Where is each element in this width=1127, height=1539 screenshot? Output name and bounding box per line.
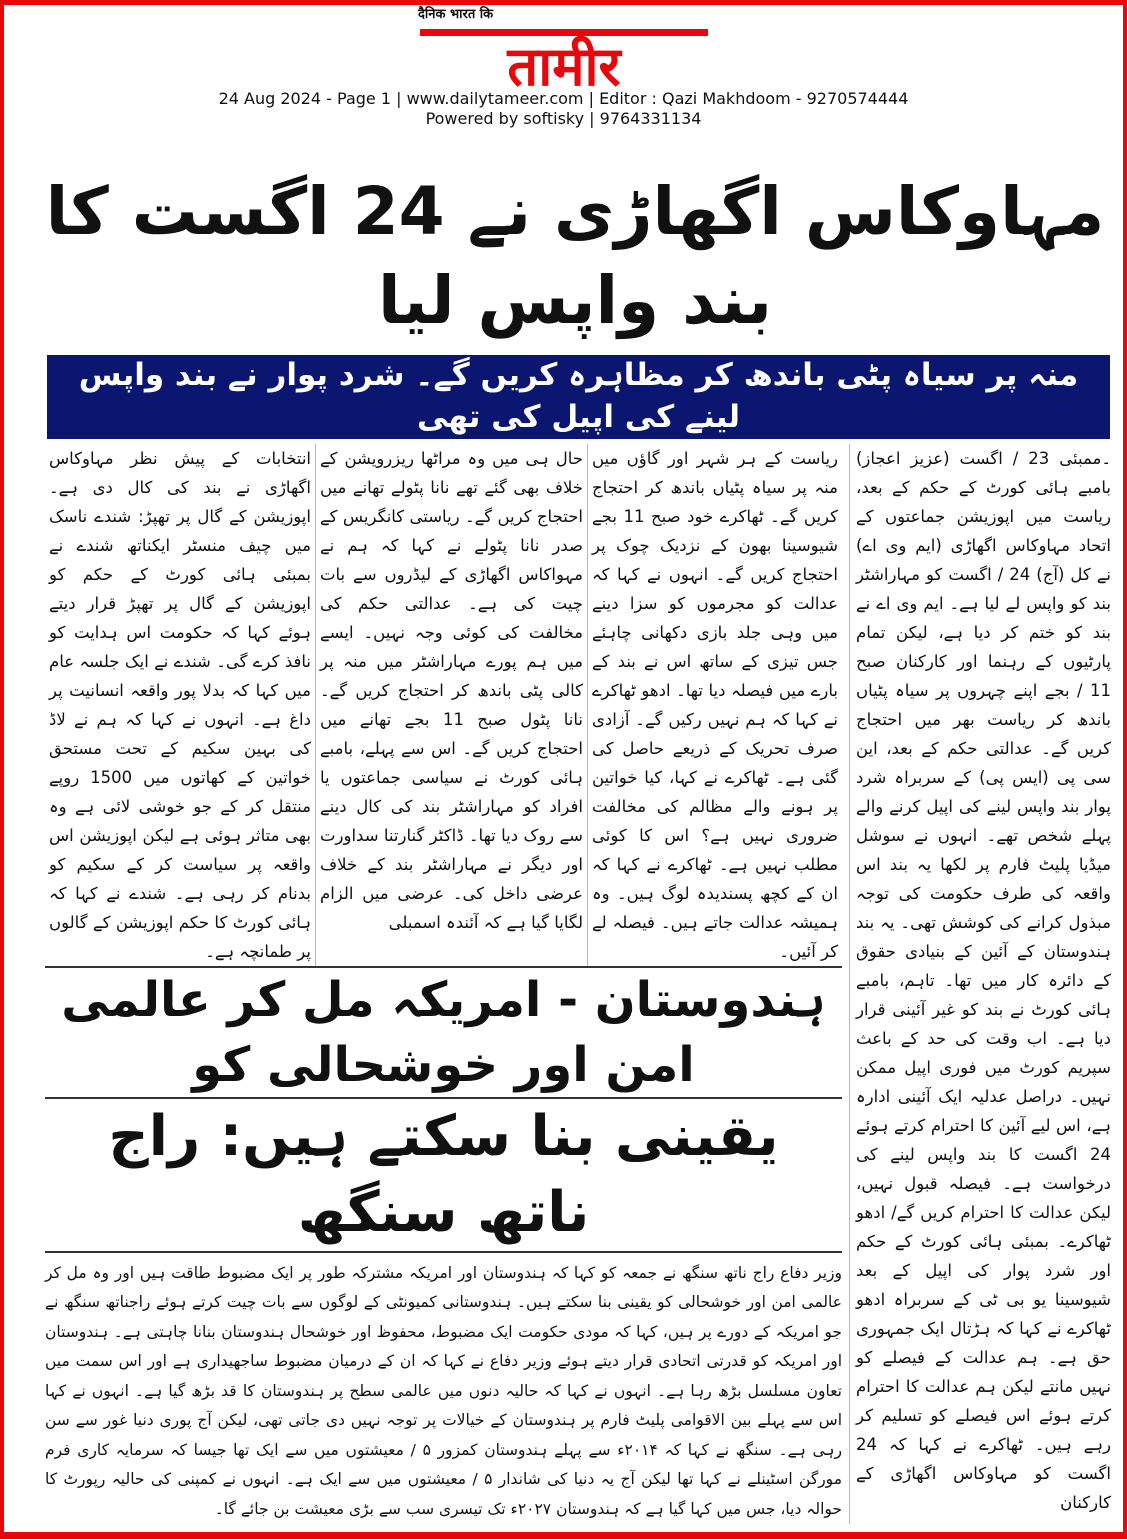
lead-column-3: حال ہی میں وہ مراٹھا ریزرویشن کے خلاف بھی گئے تھے نانا پٹولے تھانے میں احتجاج کریں گے۔ ریاستی کانگریس کے صدر نانا پٹولے نے کہا کہ ہم نے مہواکاس اگھاڑی کے لیڈروں سے بات چیت کی ہے۔ عدالتی حکم کی مخالفت کی کوئی وجہ نہیں۔ ایسے میں ہم پورے مہاراشٹر میں منہ پر کالی پٹی باندھ کر احتجاج کریں گے۔ نانا پٹول صبح 11 بجے تھانے میں احتجاج کریں گے۔ اس سے پہلے، بامبے ہائی کورٹ نے سیاسی جماعتوں یا افراد کو مہاراشٹر بند کی کال دینے سے روک دیا تھا۔ ڈاکٹر گنارتنا سداورت اور دیگر نے مہاراشٹر بند کے خلاف عرضی داخل کی۔ عرضی میں الزام لگایا گیا ہے کہ آئندہ اسمبلی — [315, 444, 587, 966]
second-story-body: وزیر دفاع راج ناتھ سنگھ نے جمعہ کو کہا کہ ہندوستان اور امریکہ مشترکہ طور پر ایک مضبوط طاقت ہیں اور وہ مل کر عالمی امن اور خوشحالی کو یقینی بنا سکتے ہیں۔ ہندوستانی کمیونٹی کے لوگوں سے بات چیت کرتے ہوئے راجناتھ سنگھ نے جو امریکہ کے دورے پر ہیں، کہا کہ مودی حکومت ایک مضبوط، محفوظ اور خوشحال ہندوستان بنانا چاہتی ہے۔ ہندوستان اور امریکہ کو قدرتی اتحادی قرار دیتے ہوئے وزیر دفاع نے کہا کہ ان کے درمیان مضبوط ساجھیداری ہے اور اس سمت میں تعاون مسلسل بڑھ رہا ہے۔ انہوں نے کہا کہ حالیہ دنوں میں عالمی سطح پر ہندوستان کا قد بڑھ گیا ہے۔ انہوں نے کہا اس سے پہلے بین الاقوامی پلیٹ فارم پر ہندوستان کے خیالات پر توجہ نہیں دی جاتی تھی، لیکن آج پوری دنیا غور سے سن رہی ہے۔ سنگھ نے کہا کہ ۲۰۱۴ء سے پہلے ہندوستان کمزور ۵ / معیشتوں میں سے ایک تھا جیسا کہ سرمایہ کاری فرم مورگن اسٹینلے نے کہا تھا لیکن آج یہ دنیا کی شاندار ۵ / معیشتوں میں سے ایک ہے۔ انہوں نے کمپنی کی حالیہ رپورٹ کا حوالہ دیا، جس میں کہا گیا ہے کہ ہندوستان ۲۰۲۷ء تک تیسری سب سے بڑی معیشت بن جائے گا۔ — [45, 1263, 842, 1518]
left-section — [45, 444, 842, 1524]
newspaper-logo — [418, 25, 710, 89]
lead-column-2: ریاست کے ہر شہر اور گاؤں میں منہ پر سیاہ پٹیاں باندھ کر احتجاج کریں گے۔ ٹھاکرے خود صبح 11 بجے شیوسینا بھون کے نزدیک چوک پر احتجاج کریں گے۔ انہوں نے کہا کہ عدالت کو مجرموں کو سزا دینے میں وہی جلد بازی دکھانی چاہئے جس تیزی کے ساتھ اس نے بند کے بارے میں فیصلہ دیا تھا۔ ادھو ٹھاکرے نے کہا کہ ہم نہیں رکیں گے۔ آزادی صرف تحریک کے ذریعے حاصل کی گئی ہے۔ ٹھاکرے نے کہا، کیا خواتین پر ہونے والے مظالم کی مخالفت ضروری نہیں ہے؟ اس کا کوئی مطلب نہیں ہے۔ ٹھاکرے نے کہا کہ ان کے کچھ پسندیدہ لوگ ہیں۔ وہ ہمیشہ عدالت جاتے ہیں۔ فیصلہ لے کر آئیں۔ — [587, 444, 842, 966]
logo-text: तामीर — [507, 34, 621, 89]
lead-subheadline-banner: منہ پر سیاہ پٹی باندھ کر مظاہرہ کریں گے۔ شرد پوار نے بند واپس لینے کی اپیل کی تھی — [47, 355, 1110, 439]
lead-headline: مہاوکاس اگھاڑی نے 24 اگست کا بند واپس لیا — [45, 173, 1105, 340]
bottom-border — [4, 1532, 1123, 1535]
edition-info: 24 Aug 2024 - Page 1 | www.dailytameer.com | Editor : Qazi Makhdoom - 9270574444 — [218, 89, 909, 108]
second-headline-line2: یقینی بنا سکتے ہیں: راج ناتھ سنگھ — [108, 1104, 779, 1246]
powered-by: Powered by softisky | 9764331134 — [425, 109, 702, 128]
lead-columns — [45, 444, 842, 966]
masthead-tagline: दैनिक भारत कि — [418, 7, 494, 22]
section-divider — [45, 1251, 842, 1253]
second-headline-line1: ہندوستان - امریکہ مل کر عالمی امن اور خوشحالی کو — [61, 971, 826, 1093]
lead-column-4: انتخابات کے پیش نظر مہاوکاس اگھاڑی نے بند کی کال دی ہے۔ اپوزیشن کے گال پر تھپڑ: شندے ناسک میں چیف منسٹر ایکناتھ شندے نے بمبئی ہائی کورٹ کے حکم کو اپوزیشن کے گال پر تھپڑ قرار دیتے ہوئے کہا کہ حکومت اس ہدایت کو نافذ کرے گی۔ شندے نے ایک جلسہ عام میں کہا کہ بدلا پور واقعہ انسانیت پر داغ ہے۔ انہوں نے کہا کہ ہم نے لاڈ کی بہین سکیم کے تحت مستحق خواتین کے کھاتوں میں 1500 روپے منتقل کر کے جو خوشی لائی ہے وہ بھی متاثر ہوئی ہے لیکن اپوزیشن اس واقعہ پر سیاست کر کے سکیم کو بدنام کر رہی ہے۔ شندے نے کہا کہ ہائی کورٹ کا حکم اپوزیشن کے گالوں پر طمانچہ ہے۔ — [49, 448, 311, 961]
lead-column-1: ۔ممبئی 23 / اگست (عزیز اعجاز) بامبے ہائی کورٹ کے حکم کے بعد، ریاست میں اپوزیشن جماعتوں کے اتحاد مہاوکاس اگھاڑی (ایم وی اے) نے کل (آج) 24 / اگست کو مہاراشٹر بند کو واپس لے لیا ہے۔ ایم وی اے نے بند کو ختم کر دیا ہے، لیکن تمام پارٹیوں کے رہنما اور کارکنان صبح 11 / بجے اپنے چہروں پر سیاہ پٹیاں باندھ کر ریاست بھر میں احتجاج کریں گے۔ عدالتی حکم کے بعد، این سی پی (ایس پی) کے سربراہ شرد پوار بند واپس لینے کی اپیل کرنے والے پہلے شخص تھے۔ انہوں نے سوشل میڈیا پلیٹ فارم پر لکھا یہ بند اس واقعہ کی طرف حکومت کی توجہ مبذول کرانے کی کوشش تھی۔ یہ بند ہندوستان کے آئین کے بنیادی حقوق کے دائرہ کار میں تھا۔ تاہم، بامبے ہائی کورٹ نے بند کو غیر آئینی قرار دیا ہے۔ اب وقت کی حد کے باعث سپریم کورٹ میں فوری اپیل ممکن نہیں۔ دراصل عدلیہ ایک آئینی ادارہ ہے، اس لیے آئین کا احترام کرتے ہوئے 24 اگست کا بند واپس لینے کی درخواست ہے۔ فیصلہ قبول نہیں، لیکن عدالت کا احترام کریں گے/ ادھو ٹھاکرے۔ بمبئی ہائی کورٹ کے حکم اور شرد پوار کی اپیل کے بعد شیوسینا یو بی ٹی کے سربراہ ادھو ٹھاکرے نے کہا کہ ہڑتال ایک جمہوری حق ہے۔ ہم عدالت کے فیصلے کو نہیں مانتے لیکن ہم عدالت کا احترام کرتے ہوئے اس فیصلے کو تسلیم کر رہے ہیں۔ ٹھاکرے نے کہا کہ 24 اگست کو مہاوکاس اگھاڑی کے کارکنان — [849, 444, 1111, 1524]
masthead — [4, 5, 1123, 129]
lower-section — [4, 444, 1123, 1532]
